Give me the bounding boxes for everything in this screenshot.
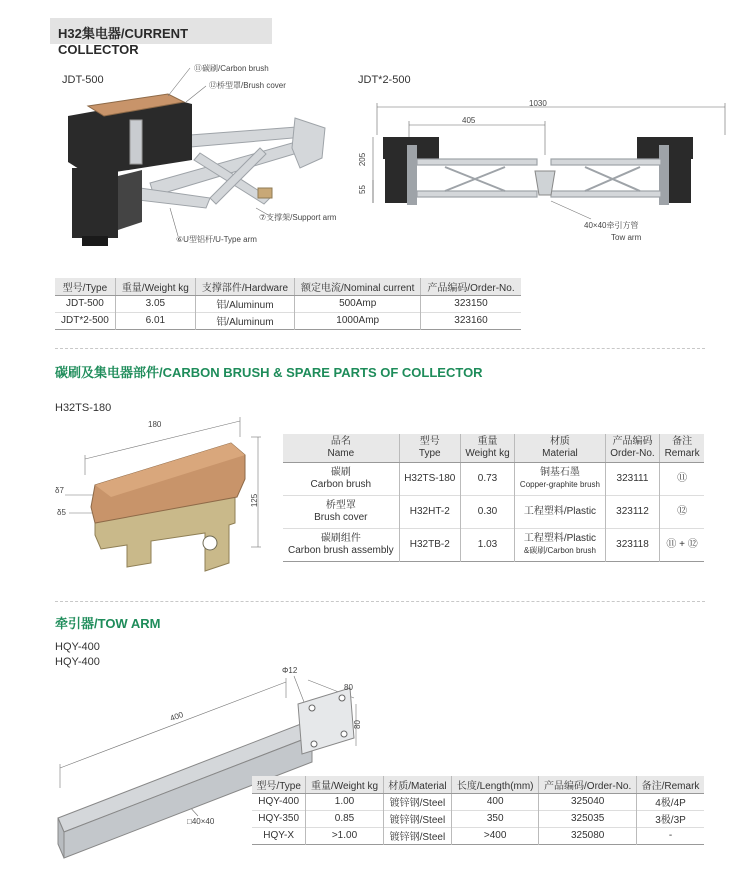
cell: 1000Amp [295,312,421,329]
col-order-no [605,434,659,463]
cell [283,529,399,562]
cell [515,463,606,496]
page-title-tag [50,18,272,57]
material-line-1: 铜基石墨 [539,467,580,478]
header-en: Order-No. [610,448,655,459]
material-line-1: 工程塑料/Plastic [523,506,597,517]
header-en: Type [418,448,441,459]
cell [515,529,606,562]
cell: 323160 [454,315,488,326]
header-cn: 备注 [672,436,693,447]
table-row [252,827,704,844]
section-title-carbon-brush: 碳刷及集电器部件/CARBON BRUSH & SPARE PARTS OF COLLECTOR [55,365,483,380]
col-hardware: 支撑部件/Hardware [195,278,294,295]
material-line-2: Copper-graphite brush [519,480,600,489]
header-cn: 产品编码 [612,436,653,447]
table-row [283,463,704,496]
cell: 铝/Aluminum [195,295,294,312]
dim-brush-height: 125 [250,493,260,508]
cell: 325080 [539,827,637,844]
col-type: 型号/Type [252,776,306,793]
cell: 323111 [605,463,659,496]
table-header-row [283,434,704,463]
col-order-no: 产品编码/Order-No. [421,278,521,295]
cell: JDT-500 [55,295,115,312]
dim-delta-5: δ5 [57,508,66,517]
cell: 323118 [605,529,659,562]
table-row [252,810,704,827]
cell: ⑪ + ⑫ [666,539,698,550]
tow-arm-spec-table [252,776,704,845]
model-label-tow-b: HQY-400 [55,656,100,668]
name-en: Carbon brush assembly [288,545,394,556]
dim-tow-length: 400 [168,709,185,724]
table-row [252,793,704,810]
cell: 323150 [454,298,488,309]
cell: 400 [452,793,539,810]
dim-lower: 55 [357,185,367,194]
header-en: Weight kg [465,448,510,459]
cell: HQY-X [252,827,306,844]
model-label-left: JDT-500 [62,74,104,86]
col-current: 额定电流/Nominal current [295,278,421,295]
col-weight [460,434,514,463]
table-row [55,312,521,329]
cell: 0.30 [460,496,514,529]
cell: - [668,830,673,841]
dim-phi: Φ12 [282,666,298,675]
cell: 镀锌钢/Steel [383,827,451,844]
col-type [399,434,460,463]
support-block [258,188,272,198]
cell: 325035 [539,810,637,827]
header-en: Material [542,448,578,459]
dim-tube-size: □40×40 [187,817,215,826]
table-header-row [252,776,704,793]
dim-height: 205 [358,152,368,167]
dim-delta-7: δ7 [55,486,64,495]
section-title-tow-arm: 牵引器/TOW ARM [55,616,161,631]
table-row [55,295,521,312]
header-cn: 品名 [330,436,351,447]
cell: 323112 [605,496,659,529]
table-row [283,529,704,562]
col-name [283,434,399,463]
cell: HQY-400 [252,793,306,810]
material-line-1: 工程塑料/Plastic [523,533,597,544]
dim-plate-w2: 80 [352,720,362,729]
callout-tow-arm-cn: 40×40牵引方管 [584,221,639,230]
cell: H32HT-2 [399,496,460,529]
dim-plate-w1: 80 [344,683,353,692]
name-cn: 桥型罩 [325,500,356,511]
jdt2-500-diagram [355,95,740,245]
col-remark [660,434,704,463]
cell: 1.00 [306,793,383,810]
cell: H32TS-180 [399,463,460,496]
cell: 4极/4P [655,798,686,809]
cell [283,463,399,496]
col-material [515,434,606,463]
page-title: H32集电器/CURRENT COLLECTOR [58,26,189,57]
spare-parts-table [283,434,704,562]
cell: 325040 [539,793,637,810]
header-en: Name [327,448,355,459]
header-cn: 型号 [419,436,440,447]
cell: 镀锌钢/Steel [383,793,451,810]
cell: 0.85 [306,810,383,827]
header-en: Remark [664,448,700,459]
cell: 1.03 [460,529,514,562]
table-row [283,496,704,529]
cell: 6.01 [115,312,195,329]
tow-arm-illustration [50,668,380,878]
cell: 铝/Aluminum [195,312,294,329]
cell: ⑫ [677,506,688,517]
dim-total-length: 1030 [529,99,547,108]
name-cn: 碳刷 [330,467,351,478]
cell: H32TB-2 [399,529,460,562]
col-length: 长度/Length(mm) [452,776,539,793]
col-type: 型号/Type [55,278,115,295]
cell [515,496,606,529]
cell: ⑪ [677,473,688,484]
callout-brush-cover: ⑫桥型罩/Brush cover [209,81,286,90]
dim-brush-length: 180 [148,420,162,429]
collector-spec-table [55,278,521,330]
cell: >1.00 [306,827,383,844]
col-remark: 备注/Remark [637,776,704,793]
name-en: Carbon brush [310,479,372,490]
cell: 3.05 [115,295,195,312]
table-header-row [55,278,521,295]
section-divider [55,601,705,602]
name-en: Brush cover [314,512,368,523]
model-label-tow-a: HQY-400 [55,641,100,653]
cell: >400 [452,827,539,844]
name-cn: 碳刷组件 [320,533,361,544]
cell: 0.73 [460,463,514,496]
callout-support-arm: ⑦支撑架/Support arm [259,213,337,222]
col-weight: 重量/Weight kg [115,278,195,295]
callout-carbon-brush: ⑪碳刷/Carbon brush [194,64,269,73]
cell: 3极/3P [655,815,686,826]
cell: JDT*2-500 [55,312,115,329]
cell: HQY-350 [252,810,306,827]
cell [283,496,399,529]
callout-u-type-arm: ⑥U型铝杆/U-Type arm [176,235,257,244]
col-order-no: 产品编码/Order-No. [539,776,637,793]
section-divider [55,348,705,349]
cell: 350 [452,810,539,827]
cell: 镀锌钢/Steel [383,810,451,827]
col-material: 材质/Material [383,776,451,793]
callout-tow-arm-en: Tow arm [611,233,642,242]
model-label-right: JDT*2-500 [358,74,411,86]
dim-half-length: 405 [462,116,476,125]
col-weight: 重量/Weight kg [306,776,383,793]
header-cn: 材质 [549,436,570,447]
material-line-2: &碳刷/Carbon brush [523,546,596,555]
header-cn: 重量 [477,436,498,447]
carbon-brush-illustration [55,415,270,585]
model-label-brush: H32TS-180 [55,402,112,414]
cell: 500Amp [295,295,421,312]
